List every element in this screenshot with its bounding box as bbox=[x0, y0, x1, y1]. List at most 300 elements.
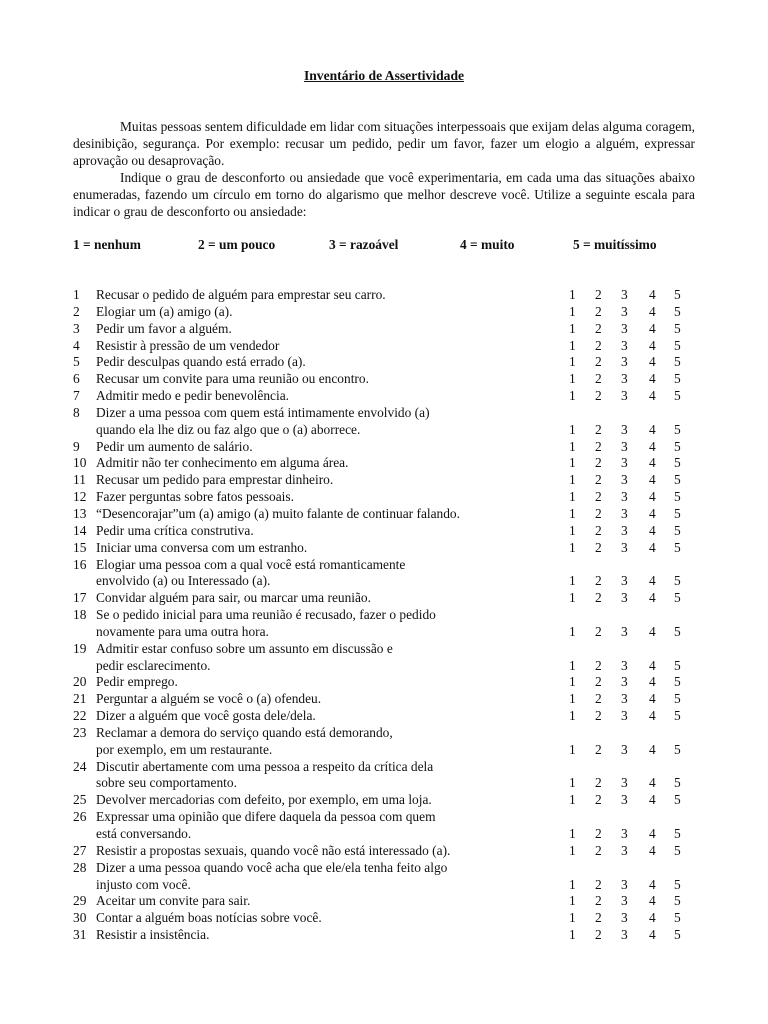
rating-scale bbox=[569, 877, 687, 894]
item-text-line: Perguntar a alguém se você o (a) ofendeu. bbox=[96, 691, 322, 707]
inventory-item bbox=[73, 708, 695, 725]
rating-option-3[interactable]: 3 bbox=[621, 691, 628, 707]
rating-option-2[interactable]: 2 bbox=[595, 303, 602, 319]
rating-option-2[interactable]: 2 bbox=[595, 927, 602, 943]
rating-option-4[interactable]: 4 bbox=[649, 893, 656, 909]
intro-paragraph-2 bbox=[73, 170, 695, 220]
rating-scale bbox=[569, 826, 687, 843]
item-text bbox=[96, 439, 536, 456]
item-text-line: Resistir a insistência. bbox=[96, 927, 210, 943]
inventory-item bbox=[73, 557, 695, 591]
item-text-line: Contar a alguém boas notícias sobre você. bbox=[96, 910, 322, 926]
rating-option-4[interactable]: 4 bbox=[649, 337, 656, 353]
rating-option-1[interactable]: 1 bbox=[569, 691, 576, 707]
item-text bbox=[96, 708, 536, 725]
item-text bbox=[96, 354, 536, 371]
rating-scale bbox=[569, 742, 687, 759]
rating-option-2[interactable]: 2 bbox=[595, 741, 602, 757]
rating-option-1[interactable]: 1 bbox=[569, 354, 576, 370]
item-number: 15 bbox=[73, 539, 87, 555]
inventory-item bbox=[73, 472, 695, 489]
item-number: 30 bbox=[73, 910, 87, 926]
inventory-items-list bbox=[73, 287, 695, 944]
item-text-line: Aceitar um convite para sair. bbox=[96, 893, 251, 909]
rating-scale bbox=[569, 354, 687, 371]
rating-option-3[interactable]: 3 bbox=[621, 472, 628, 488]
inventory-item bbox=[73, 843, 695, 860]
rating-option-2[interactable]: 2 bbox=[595, 590, 602, 606]
rating-scale bbox=[569, 624, 687, 641]
inventory-item bbox=[73, 388, 695, 405]
rating-option-5[interactable]: 5 bbox=[674, 573, 681, 589]
rating-option-4[interactable]: 4 bbox=[649, 708, 656, 724]
item-text-line: Expressar uma opinião que difere daquela da pessoa com quem bbox=[96, 809, 436, 825]
rating-option-4[interactable]: 4 bbox=[649, 623, 656, 639]
item-text-line: Recusar o pedido de alguém para emprestar seu carro. bbox=[96, 287, 386, 302]
rating-option-3[interactable]: 3 bbox=[621, 708, 628, 724]
rating-option-1[interactable]: 1 bbox=[569, 910, 576, 926]
rating-option-1[interactable]: 1 bbox=[569, 590, 576, 606]
rating-option-2[interactable]: 2 bbox=[595, 842, 602, 858]
rating-option-3[interactable]: 3 bbox=[621, 371, 628, 387]
rating-option-4[interactable]: 4 bbox=[649, 741, 656, 757]
rating-option-3[interactable]: 3 bbox=[621, 539, 628, 555]
inventory-item bbox=[73, 759, 695, 793]
rating-option-4[interactable]: 4 bbox=[649, 590, 656, 606]
item-number: 20 bbox=[73, 674, 87, 690]
rating-option-4[interactable]: 4 bbox=[649, 539, 656, 555]
rating-option-1[interactable]: 1 bbox=[569, 472, 576, 488]
item-text-line: Resistir a propostas sexuais, quando você não está interessado (a). bbox=[96, 842, 451, 858]
rating-option-4[interactable]: 4 bbox=[649, 388, 656, 404]
rating-option-3[interactable]: 3 bbox=[621, 489, 628, 505]
item-number: 22 bbox=[73, 708, 87, 724]
item-text bbox=[96, 641, 536, 675]
rating-option-4[interactable]: 4 bbox=[649, 792, 656, 808]
rating-option-5[interactable]: 5 bbox=[674, 438, 681, 454]
rating-option-5[interactable]: 5 bbox=[674, 371, 681, 387]
rating-option-3[interactable]: 3 bbox=[621, 388, 628, 404]
rating-scale bbox=[569, 321, 687, 338]
item-text bbox=[96, 338, 536, 355]
rating-option-4[interactable]: 4 bbox=[649, 472, 656, 488]
item-text bbox=[96, 321, 536, 338]
item-text-line: Resistir à pressão de um vendedor bbox=[96, 337, 280, 353]
rating-option-3[interactable]: 3 bbox=[621, 927, 628, 943]
item-text bbox=[96, 455, 536, 472]
rating-option-2[interactable]: 2 bbox=[595, 320, 602, 336]
item-number: 12 bbox=[73, 489, 87, 505]
item-number: 6 bbox=[73, 371, 80, 387]
inventory-item bbox=[73, 590, 695, 607]
item-text-line: novamente para uma outra hora. bbox=[96, 623, 269, 639]
rating-scale bbox=[569, 893, 687, 910]
item-number: 1 bbox=[73, 287, 80, 302]
rating-option-4[interactable]: 4 bbox=[649, 438, 656, 454]
rating-option-1[interactable]: 1 bbox=[569, 287, 576, 302]
rating-option-1[interactable]: 1 bbox=[569, 455, 576, 471]
rating-option-2[interactable]: 2 bbox=[595, 489, 602, 505]
item-number: 21 bbox=[73, 691, 87, 707]
rating-option-4[interactable]: 4 bbox=[649, 910, 656, 926]
inventory-item bbox=[73, 439, 695, 456]
item-number: 27 bbox=[73, 842, 87, 858]
item-number: 7 bbox=[73, 388, 80, 404]
item-text-line: por exemplo, em um restaurante. bbox=[96, 741, 273, 757]
item-text-line: Convidar alguém para sair, ou marcar uma reunião. bbox=[96, 590, 371, 606]
rating-option-3[interactable]: 3 bbox=[621, 657, 628, 673]
rating-option-5[interactable]: 5 bbox=[674, 708, 681, 724]
rating-option-2[interactable]: 2 bbox=[595, 371, 602, 387]
rating-option-4[interactable]: 4 bbox=[649, 354, 656, 370]
rating-scale bbox=[569, 927, 687, 944]
rating-scale bbox=[569, 590, 687, 607]
rating-option-2[interactable]: 2 bbox=[595, 573, 602, 589]
rating-option-2[interactable]: 2 bbox=[595, 691, 602, 707]
inventory-item bbox=[73, 860, 695, 894]
rating-option-2[interactable]: 2 bbox=[595, 522, 602, 538]
inventory-item bbox=[73, 523, 695, 540]
rating-option-4[interactable]: 4 bbox=[649, 657, 656, 673]
rating-scale bbox=[569, 304, 687, 321]
rating-scale bbox=[569, 371, 687, 388]
rating-option-5[interactable]: 5 bbox=[674, 354, 681, 370]
rating-option-2[interactable]: 2 bbox=[595, 354, 602, 370]
item-text-line: envolvido (a) ou Interessado (a). bbox=[96, 573, 271, 589]
rating-option-4[interactable]: 4 bbox=[649, 876, 656, 892]
rating-option-2[interactable]: 2 bbox=[595, 910, 602, 926]
rating-option-3[interactable]: 3 bbox=[621, 573, 628, 589]
rating-option-4[interactable]: 4 bbox=[649, 927, 656, 943]
item-text bbox=[96, 489, 536, 506]
rating-option-4[interactable]: 4 bbox=[649, 826, 656, 841]
rating-scale bbox=[569, 910, 687, 927]
item-text-line: Recusar um convite para uma reunião ou encontro. bbox=[96, 371, 369, 387]
rating-option-5[interactable]: 5 bbox=[674, 792, 681, 808]
rating-option-3[interactable]: 3 bbox=[621, 893, 628, 909]
inventory-item bbox=[73, 725, 695, 759]
rating-option-1[interactable]: 1 bbox=[569, 674, 576, 690]
rating-option-5[interactable]: 5 bbox=[674, 657, 681, 673]
rating-option-1[interactable]: 1 bbox=[569, 708, 576, 724]
inventory-item bbox=[73, 338, 695, 355]
rating-scale bbox=[569, 540, 687, 557]
rating-option-2[interactable]: 2 bbox=[595, 826, 602, 841]
rating-scale bbox=[569, 775, 687, 792]
rating-option-4[interactable]: 4 bbox=[649, 842, 656, 858]
rating-option-2[interactable]: 2 bbox=[595, 708, 602, 724]
scale-option-3: 3 = razoável bbox=[329, 237, 399, 252]
rating-option-4[interactable]: 4 bbox=[649, 522, 656, 538]
rating-option-2[interactable]: 2 bbox=[595, 455, 602, 471]
item-text bbox=[96, 691, 536, 708]
item-text-line: Dizer a alguém que você gosta dele/dela. bbox=[96, 708, 316, 724]
rating-option-3[interactable]: 3 bbox=[621, 775, 628, 791]
rating-option-1[interactable]: 1 bbox=[569, 927, 576, 943]
item-text-line: Admitir estar confuso sobre um assunto em discussão e bbox=[96, 640, 393, 656]
rating-scale bbox=[569, 489, 687, 506]
item-text-line: Reclamar a demora do serviço quando está demorando, bbox=[96, 724, 393, 740]
rating-option-5[interactable]: 5 bbox=[674, 623, 681, 639]
rating-scale bbox=[569, 658, 687, 675]
item-number: 19 bbox=[73, 640, 87, 656]
item-number: 31 bbox=[73, 927, 87, 943]
rating-option-5[interactable]: 5 bbox=[674, 287, 681, 302]
rating-option-1[interactable]: 1 bbox=[569, 792, 576, 808]
rating-option-3[interactable]: 3 bbox=[621, 623, 628, 639]
rating-option-3[interactable]: 3 bbox=[621, 438, 628, 454]
rating-option-4[interactable]: 4 bbox=[649, 421, 656, 437]
rating-option-1[interactable]: 1 bbox=[569, 371, 576, 387]
rating-option-5[interactable]: 5 bbox=[674, 303, 681, 319]
rating-option-4[interactable]: 4 bbox=[649, 371, 656, 387]
rating-option-1[interactable]: 1 bbox=[569, 775, 576, 791]
inventory-item bbox=[73, 354, 695, 371]
item-number: 28 bbox=[73, 859, 87, 875]
rating-option-3[interactable]: 3 bbox=[621, 674, 628, 690]
rating-option-2[interactable]: 2 bbox=[595, 337, 602, 353]
rating-scale bbox=[569, 691, 687, 708]
inventory-item bbox=[73, 910, 695, 927]
item-text bbox=[96, 725, 536, 759]
inventory-item bbox=[73, 371, 695, 388]
rating-option-2[interactable]: 2 bbox=[595, 438, 602, 454]
inventory-item bbox=[73, 641, 695, 675]
rating-scale bbox=[569, 338, 687, 355]
rating-option-4[interactable]: 4 bbox=[649, 320, 656, 336]
rating-option-1[interactable]: 1 bbox=[569, 826, 576, 841]
rating-scale bbox=[569, 708, 687, 725]
page-title: Inventário de Assertividade bbox=[303, 68, 465, 83]
rating-option-5[interactable]: 5 bbox=[674, 876, 681, 892]
rating-option-3[interactable]: 3 bbox=[621, 826, 628, 841]
rating-option-4[interactable]: 4 bbox=[649, 674, 656, 690]
item-text bbox=[96, 759, 536, 793]
rating-option-3[interactable]: 3 bbox=[621, 455, 628, 471]
rating-option-1[interactable]: 1 bbox=[569, 421, 576, 437]
rating-option-4[interactable]: 4 bbox=[649, 573, 656, 589]
item-text bbox=[96, 472, 536, 489]
rating-option-1[interactable]: 1 bbox=[569, 522, 576, 538]
rating-option-1[interactable]: 1 bbox=[569, 438, 576, 454]
item-text bbox=[96, 792, 536, 809]
rating-option-4[interactable]: 4 bbox=[649, 505, 656, 521]
item-text-line: quando ela lhe diz ou faz algo que o (a) aborrece. bbox=[96, 421, 361, 437]
rating-option-2[interactable]: 2 bbox=[595, 287, 602, 302]
item-text bbox=[96, 809, 536, 843]
rating-option-3[interactable]: 3 bbox=[621, 505, 628, 521]
rating-option-2[interactable]: 2 bbox=[595, 876, 602, 892]
rating-option-2[interactable]: 2 bbox=[595, 674, 602, 690]
rating-option-5[interactable]: 5 bbox=[674, 893, 681, 909]
rating-option-5[interactable]: 5 bbox=[674, 489, 681, 505]
rating-option-1[interactable]: 1 bbox=[569, 573, 576, 589]
rating-option-2[interactable]: 2 bbox=[595, 623, 602, 639]
item-text-line: Elogiar uma pessoa com a qual você está romanticamente bbox=[96, 556, 406, 572]
item-text bbox=[96, 405, 536, 439]
item-number: 24 bbox=[73, 758, 87, 774]
item-number: 13 bbox=[73, 505, 87, 521]
item-number: 2 bbox=[73, 303, 80, 319]
item-text bbox=[96, 590, 536, 607]
item-number: 26 bbox=[73, 809, 87, 825]
rating-option-5[interactable]: 5 bbox=[674, 337, 681, 353]
rating-option-3[interactable]: 3 bbox=[621, 303, 628, 319]
inventory-item bbox=[73, 304, 695, 321]
rating-option-3[interactable]: 3 bbox=[621, 792, 628, 808]
rating-option-3[interactable]: 3 bbox=[621, 320, 628, 336]
item-text bbox=[96, 910, 536, 927]
item-text bbox=[96, 540, 536, 557]
rating-option-4[interactable]: 4 bbox=[649, 489, 656, 505]
rating-option-4[interactable]: 4 bbox=[649, 455, 656, 471]
inventory-item bbox=[73, 792, 695, 809]
rating-option-1[interactable]: 1 bbox=[569, 320, 576, 336]
item-text-line: sobre seu comportamento. bbox=[96, 775, 237, 791]
scale-option-2: 2 = um pouco bbox=[198, 237, 276, 252]
rating-option-5[interactable]: 5 bbox=[674, 539, 681, 555]
rating-option-5[interactable]: 5 bbox=[674, 691, 681, 707]
rating-option-1[interactable]: 1 bbox=[569, 893, 576, 909]
inventory-item bbox=[73, 506, 695, 523]
rating-option-5[interactable]: 5 bbox=[674, 674, 681, 690]
rating-option-2[interactable]: 2 bbox=[595, 775, 602, 791]
rating-option-2[interactable]: 2 bbox=[595, 657, 602, 673]
rating-option-3[interactable]: 3 bbox=[621, 287, 628, 302]
rating-option-1[interactable]: 1 bbox=[569, 741, 576, 757]
rating-option-1[interactable]: 1 bbox=[569, 489, 576, 505]
rating-option-5[interactable]: 5 bbox=[674, 775, 681, 791]
inventory-item bbox=[73, 691, 695, 708]
item-number: 17 bbox=[73, 590, 87, 606]
item-text bbox=[96, 371, 536, 388]
rating-option-2[interactable]: 2 bbox=[595, 421, 602, 437]
rating-option-2[interactable]: 2 bbox=[595, 539, 602, 555]
rating-option-5[interactable]: 5 bbox=[674, 522, 681, 538]
item-number: 9 bbox=[73, 438, 80, 454]
item-number: 8 bbox=[73, 404, 80, 420]
rating-option-5[interactable]: 5 bbox=[674, 741, 681, 757]
item-number: 25 bbox=[73, 792, 87, 808]
rating-option-5[interactable]: 5 bbox=[674, 388, 681, 404]
item-text-line: Discutir abertamente com uma pessoa a respeito da crítica dela bbox=[96, 758, 434, 774]
rating-option-1[interactable]: 1 bbox=[569, 337, 576, 353]
rating-option-2[interactable]: 2 bbox=[595, 505, 602, 521]
rating-option-5[interactable]: 5 bbox=[674, 826, 681, 841]
rating-option-1[interactable]: 1 bbox=[569, 505, 576, 521]
inventory-item bbox=[73, 607, 695, 641]
rating-option-5[interactable]: 5 bbox=[674, 320, 681, 336]
rating-option-1[interactable]: 1 bbox=[569, 842, 576, 858]
rating-option-1[interactable]: 1 bbox=[569, 388, 576, 404]
inventory-item bbox=[73, 405, 695, 439]
rating-scale bbox=[569, 439, 687, 456]
item-text-line: Iniciar uma conversa com um estranho. bbox=[96, 539, 308, 555]
inventory-item bbox=[73, 287, 695, 304]
item-number: 11 bbox=[73, 472, 86, 488]
item-number: 4 bbox=[73, 337, 80, 353]
inventory-item bbox=[73, 455, 695, 472]
rating-option-5[interactable]: 5 bbox=[674, 590, 681, 606]
rating-option-3[interactable]: 3 bbox=[621, 354, 628, 370]
rating-option-5[interactable]: 5 bbox=[674, 927, 681, 943]
intro-text-2: Indique o grau de desconforto ou ansiedade que você experimentaria, em cada uma das situações abaixo enumeradas, fazendo um círculo em torno do algarismo que melhor descreve você. Utilize a seguinte escala para indicar o grau de desconforto ou ansiedade: bbox=[73, 170, 695, 219]
inventory-item bbox=[73, 489, 695, 506]
rating-scale bbox=[569, 506, 687, 523]
rating-option-1[interactable]: 1 bbox=[569, 303, 576, 319]
rating-option-4[interactable]: 4 bbox=[649, 287, 656, 302]
item-text-line: Pedir um favor a alguém. bbox=[96, 320, 232, 336]
rating-option-5[interactable]: 5 bbox=[674, 505, 681, 521]
item-text-line: Recusar um pedido para emprestar dinheiro. bbox=[96, 472, 334, 488]
rating-option-3[interactable]: 3 bbox=[621, 522, 628, 538]
item-text-line: pedir esclarecimento. bbox=[96, 657, 211, 673]
rating-option-1[interactable]: 1 bbox=[569, 539, 576, 555]
item-text-line: Pedir uma crítica construtiva. bbox=[96, 522, 254, 538]
rating-option-2[interactable]: 2 bbox=[595, 792, 602, 808]
rating-option-4[interactable]: 4 bbox=[649, 691, 656, 707]
item-text bbox=[96, 860, 536, 894]
rating-option-1[interactable]: 1 bbox=[569, 876, 576, 892]
rating-option-4[interactable]: 4 bbox=[649, 775, 656, 791]
item-text-line: Dizer a uma pessoa quando você acha que ele/ela tenha feito algo bbox=[96, 859, 448, 875]
rating-option-3[interactable]: 3 bbox=[621, 741, 628, 757]
inventory-item bbox=[73, 927, 695, 944]
rating-option-5[interactable]: 5 bbox=[674, 472, 681, 488]
intro-paragraph-1 bbox=[73, 119, 695, 169]
rating-option-3[interactable]: 3 bbox=[621, 842, 628, 858]
item-text bbox=[96, 843, 536, 860]
item-text bbox=[96, 893, 536, 910]
inventory-item bbox=[73, 540, 695, 557]
rating-scale bbox=[569, 388, 687, 405]
rating-scale bbox=[569, 573, 687, 590]
rating-option-3[interactable]: 3 bbox=[621, 421, 628, 437]
rating-option-3[interactable]: 3 bbox=[621, 337, 628, 353]
rating-option-2[interactable]: 2 bbox=[595, 388, 602, 404]
inventory-item bbox=[73, 809, 695, 843]
rating-option-5[interactable]: 5 bbox=[674, 842, 681, 858]
rating-option-3[interactable]: 3 bbox=[621, 910, 628, 926]
rating-option-4[interactable]: 4 bbox=[649, 303, 656, 319]
rating-option-2[interactable]: 2 bbox=[595, 472, 602, 488]
item-text bbox=[96, 557, 536, 591]
item-number: 3 bbox=[73, 320, 80, 336]
item-number: 23 bbox=[73, 724, 87, 740]
rating-option-3[interactable]: 3 bbox=[621, 590, 628, 606]
item-text-line: Pedir desculpas quando está errado (a). bbox=[96, 354, 306, 370]
rating-option-5[interactable]: 5 bbox=[674, 421, 681, 437]
rating-option-5[interactable]: 5 bbox=[674, 455, 681, 471]
item-text bbox=[96, 287, 536, 304]
item-text bbox=[96, 674, 536, 691]
item-number: 10 bbox=[73, 455, 87, 471]
rating-option-1[interactable]: 1 bbox=[569, 657, 576, 673]
rating-option-5[interactable]: 5 bbox=[674, 910, 681, 926]
item-text bbox=[96, 607, 536, 641]
rating-scale bbox=[569, 523, 687, 540]
item-text-line: injusto com você. bbox=[96, 876, 191, 892]
item-text bbox=[96, 304, 536, 321]
item-text bbox=[96, 523, 536, 540]
intro-text-1: Muitas pessoas sentem dificuldade em lidar com situações interpessoais que exijam delas alguma coragem, desinibição, segurança. Por exemplo: recusar um pedido, pedir um favor, fazer um elogio a alguém, expressar aprovação ou desaprovação. bbox=[73, 119, 695, 168]
rating-option-3[interactable]: 3 bbox=[621, 876, 628, 892]
inventory-item bbox=[73, 893, 695, 910]
rating-option-1[interactable]: 1 bbox=[569, 623, 576, 639]
rating-option-2[interactable]: 2 bbox=[595, 893, 602, 909]
item-text-line: “Desencorajar”um (a) amigo (a) muito falante de continuar falando. bbox=[96, 505, 460, 521]
rating-scale bbox=[569, 422, 687, 439]
